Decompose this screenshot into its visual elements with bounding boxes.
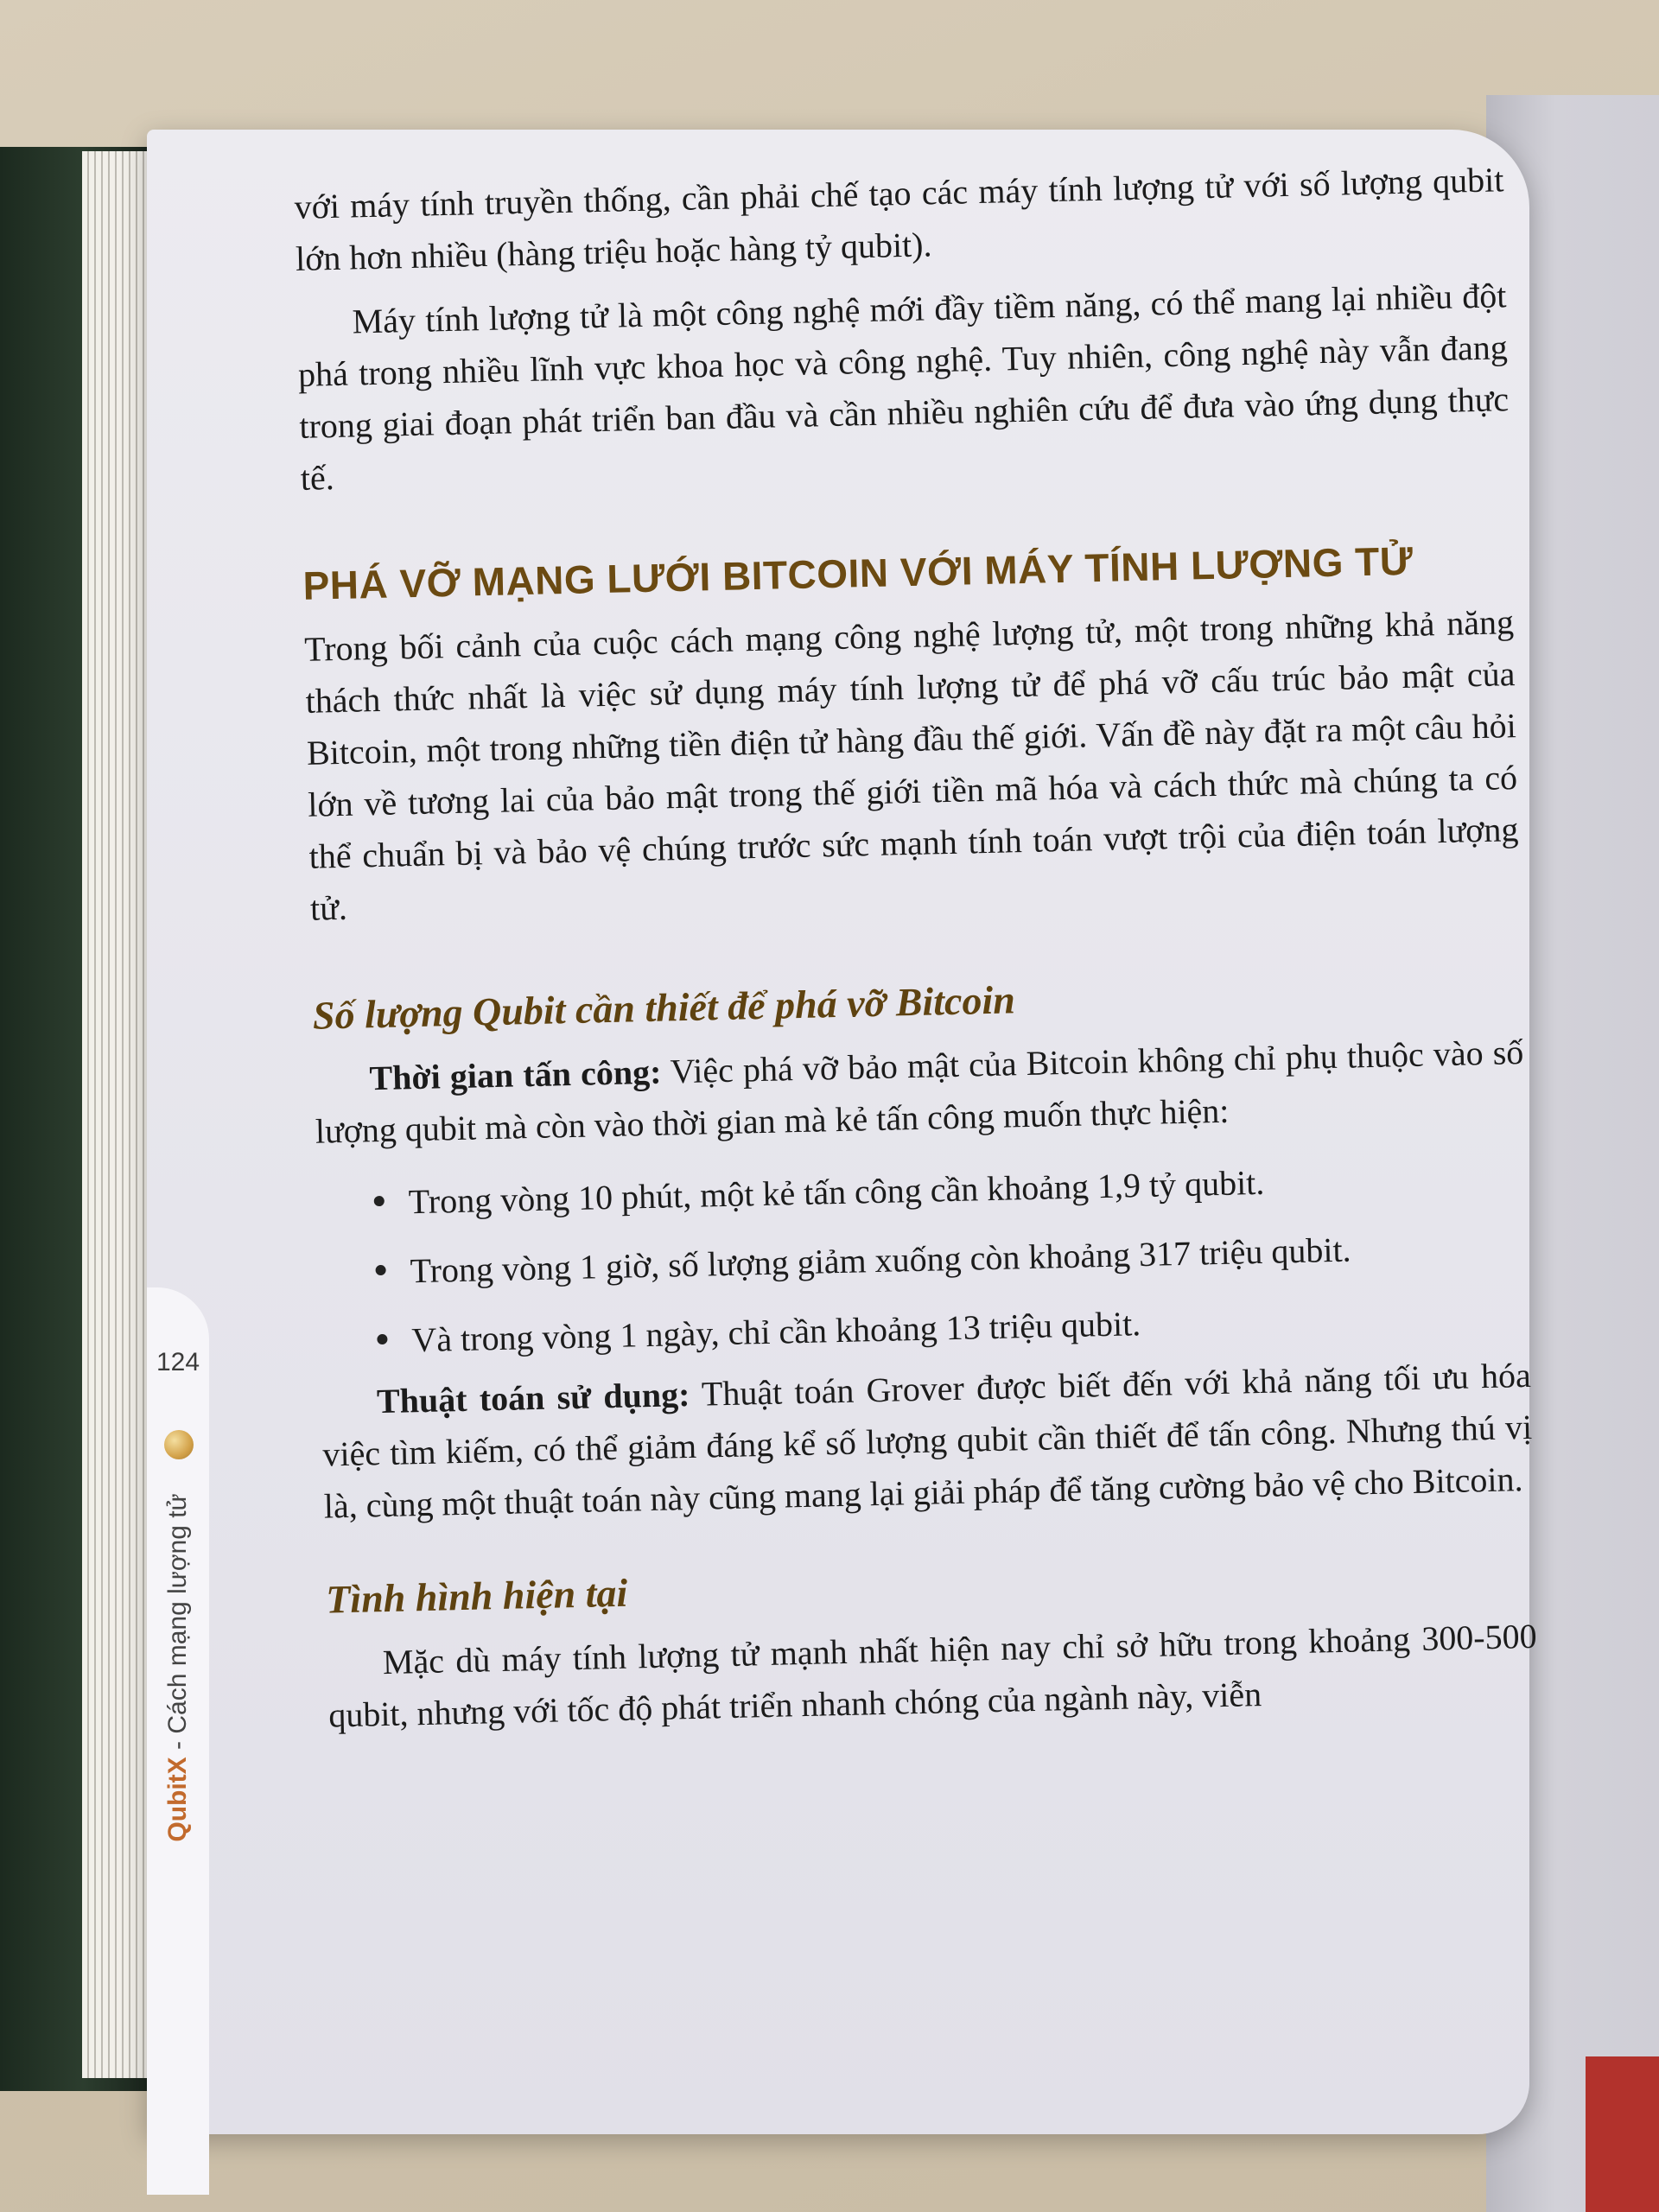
subsection-title-qubits: Số lượng Qubit cần thiết để phá vỡ Bitcoin <box>312 977 1016 1038</box>
list-item-text: Trong vòng 1 giờ, số lượng giảm xuống còn khoảng 317 triệu qubit. <box>410 1230 1352 1291</box>
bullet-icon <box>375 1265 385 1275</box>
page-content <box>294 154 1539 1741</box>
attack-time-list <box>316 1142 1530 1377</box>
red-bookmark-edge <box>1586 2056 1659 2212</box>
list-item-text: Và trong vòng 1 ngày, chỉ cần khoảng 13 triệu qubit. <box>410 1304 1141 1360</box>
algorithm-lead: Thuật toán sử dụng: <box>376 1374 690 1421</box>
bullet-icon <box>374 1196 385 1206</box>
page-stack-edge <box>82 151 156 2078</box>
paragraph-current-status: Mặc dù máy tính lượng tử mạnh nhất hiện nay chỉ sở hữu trong khoảng 300-500 qubit, nhưng với tốc độ phát triển nhanh chóng của ngành này, viễn <box>327 1616 1538 1735</box>
subsection-title-current: Tình hình hiện tại <box>325 1570 628 1622</box>
paragraph-bitcoin-context: Trong bối cảnh của cuộc cách mạng công nghệ lượng tử, một trong những khả năng thách thức nhất là việc sử dụng máy tính lượng tử để phá vỡ cấu trúc bảo mật của Bitcoin, một trong những tiền điện tử hàng đầu thế giới. Vấn đề này đặt ra một câu hỏi lớn về tương lai của bảo mật trong thế giới tiền mã hóa và cách thức mà chúng ta có thể chuẩn bị và bảo vệ chúng trước sức mạnh tính toán vượt trội của điện toán lượng tử. <box>303 602 1519 928</box>
paragraph-algorithm <box>321 1350 1534 1533</box>
attack-time-text: Việc phá vỡ bảo mật của Bitcoin không chỉ phụ thuộc vào số lượng qubit mà còn vào thời gian mà kẻ tấn công muốn thực hiện: <box>315 1032 1524 1151</box>
attack-time-lead: Thời gian tấn công: <box>369 1052 662 1098</box>
qubit-orb-icon <box>164 1430 194 1459</box>
running-head-brand: QubitX <box>163 1757 192 1842</box>
list-item-text: Trong vòng 10 phút, một kẻ tấn công cần khoảng 1,9 tỷ qubit. <box>408 1162 1265 1222</box>
paragraph-continued: với máy tính truyền thống, cần phải chế tạo các máy tính lượng tử với số lượng qubit lớn hơn nhiều (hàng triệu hoặc hàng tỷ qubit). <box>294 160 1504 278</box>
bullet-icon <box>377 1334 387 1344</box>
paragraph-quantum-potential: Máy tính lượng tử là một công nghệ mới đầy tiềm năng, có thể mang lại nhiều đột phá trong nhiều lĩnh vực khoa học và công nghệ. Tuy nhiên, công nghệ này vẫn đang trong giai đoạn phát triển ban đầu và cần nhiều nghiên cứu để đưa vào ứng dụng thực tế. <box>297 276 1510 498</box>
page-number: 124 <box>156 1348 200 1376</box>
running-head <box>163 1493 193 1841</box>
running-head-title: - Cách mạng lượng tử <box>163 1493 192 1758</box>
section-title: PHÁ VỠ MẠNG LƯỚI BITCOIN VỚI MÁY TÍNH LƯỢNG TỬ <box>302 537 1414 608</box>
algorithm-text: Thuật toán Grover được biết đến với khả năng tối ưu hóa việc tìm kiếm, có thể giảm đáng kể số lượng qubit cần thiết để tấn công. Nhưng thú vị là, cùng một thuật toán này cũng mang lại giải pháp để tăng cường bảo vệ cho Bitcoin. <box>321 1355 1533 1526</box>
